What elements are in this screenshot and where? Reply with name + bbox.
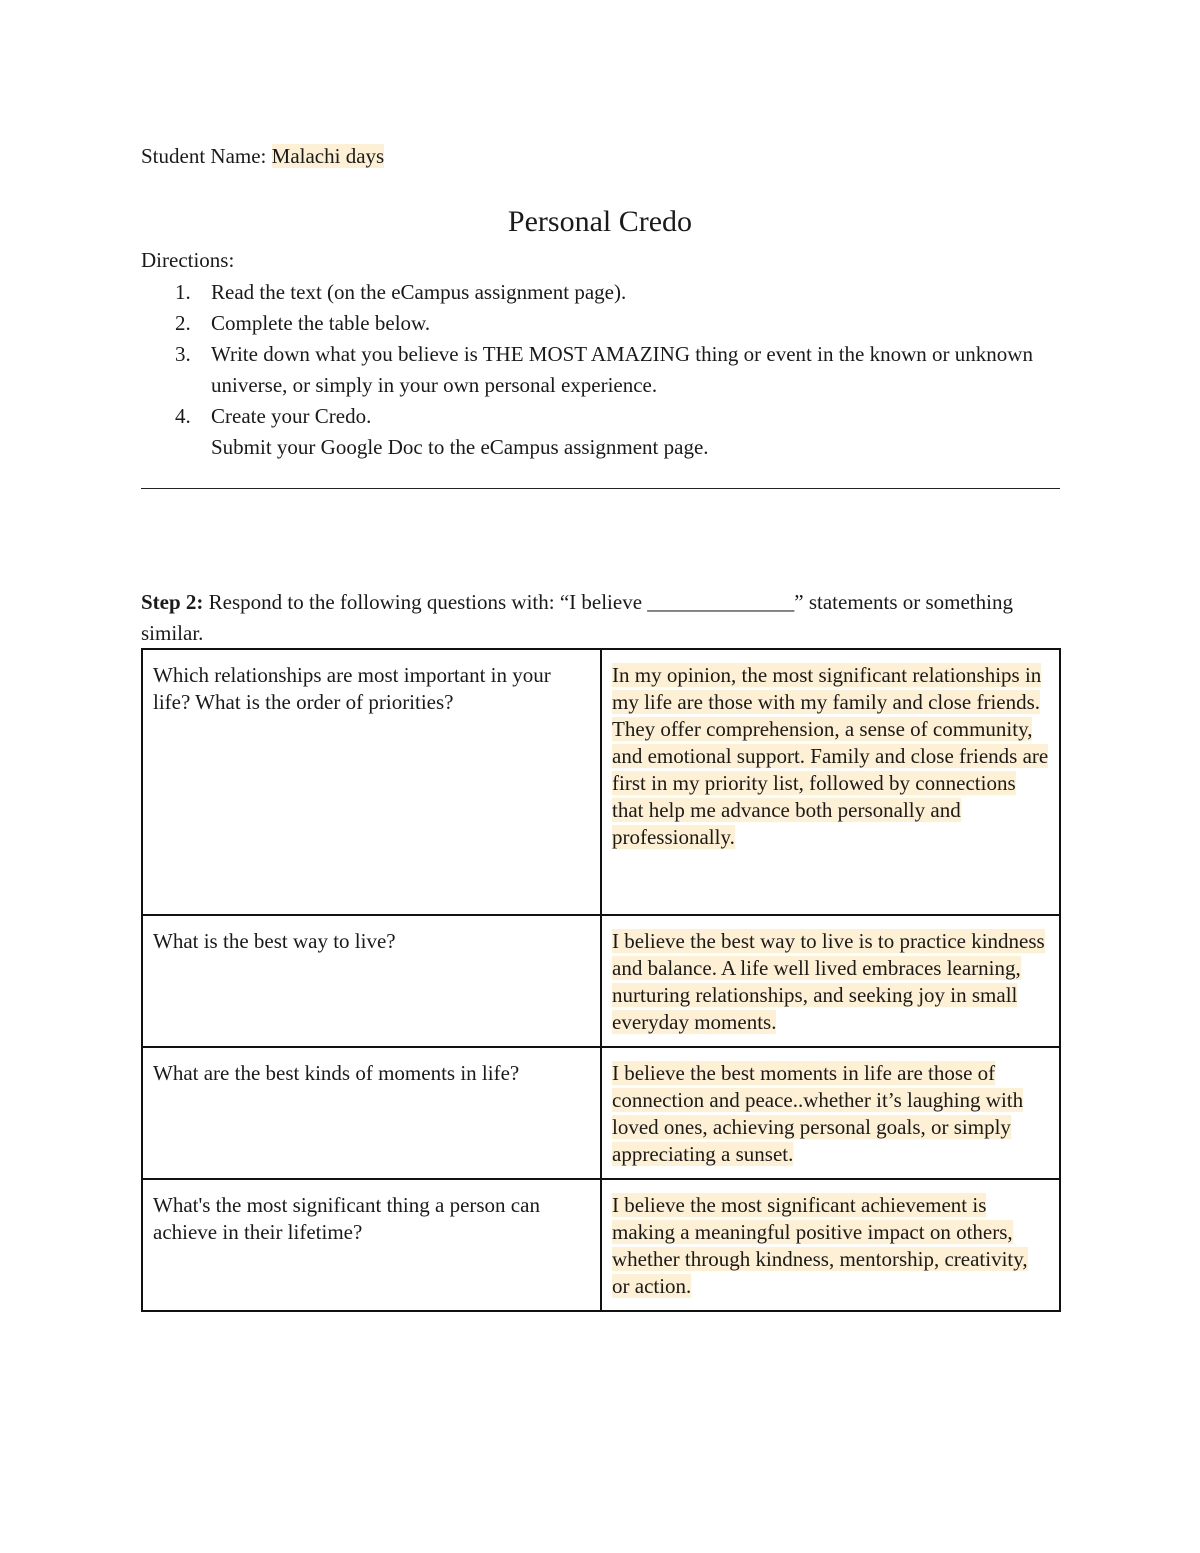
directions-item-number: 4. <box>175 404 191 428</box>
answer-cell[interactable] <box>601 649 1060 915</box>
credo-table <box>141 648 1061 1312</box>
student-name-value: Malachi days <box>271 144 385 168</box>
step-2-label: Step 2: <box>141 590 204 614</box>
directions-item <box>141 432 1061 463</box>
directions-item-number: 1. <box>175 280 191 304</box>
directions-item-number: 2. <box>175 311 191 335</box>
table-row <box>142 649 1060 915</box>
answer-text: I believe the best moments in life are those of connection and peace..whether it’s laughing with loved ones, achieving personal goals, or simply appreciating a sunset. <box>612 1061 1024 1166</box>
directions-item-text: Complete the table below. <box>211 311 431 335</box>
question-text: What are the best kinds of moments in life? <box>153 1061 520 1085</box>
document-title: Personal Credo <box>507 205 693 238</box>
answer-text: In my opinion, the most significant relationships in my life are those with my family and close friends. They offer comprehension, a sense of community, and emotional support. Family and close friends are first in my priority list, followed by connections that help me advance both personally and professionally. <box>612 663 1049 849</box>
question-cell <box>142 915 601 1047</box>
directions-item <box>141 401 1061 432</box>
question-text: What is the best way to live? <box>153 929 396 953</box>
student-name-line <box>141 142 384 170</box>
question-cell <box>142 649 601 915</box>
question-text: Which relationships are most important in your life? What is the order of priorities? <box>153 663 551 714</box>
directions-item-text: Create your Credo. <box>211 404 372 428</box>
table-row <box>142 915 1060 1047</box>
directions-item-text: Submit your Google Doc to the eCampus assignment page. <box>211 435 709 459</box>
directions-item-text: Read the text (on the eCampus assignment page). <box>211 280 627 304</box>
directions-item <box>141 308 1061 339</box>
table-row <box>142 1047 1060 1179</box>
step-2-instruction <box>141 587 1041 649</box>
question-cell <box>142 1047 601 1179</box>
directions-list <box>141 277 1061 463</box>
answer-cell[interactable] <box>601 1179 1060 1311</box>
question-text: What's the most significant thing a person can achieve in their lifetime? <box>153 1193 540 1244</box>
step-2-text: Respond to the following questions with: “I believe ______________” statements or something similar. <box>141 590 1013 645</box>
directions-item-number: 3. <box>175 342 191 366</box>
answer-text: I believe the most significant achievement is making a meaningful positive impact on others, whether through kindness, mentorship, creativity, or action. <box>612 1193 1028 1298</box>
directions-label: Directions: <box>141 248 235 272</box>
directions-item <box>141 277 1061 308</box>
horizontal-divider <box>141 488 1060 489</box>
answer-text: I believe the best way to live is to practice kindness and balance. A life well lived embraces learning, nurturing relationships, and seeking joy in small everyday moments. <box>612 929 1045 1034</box>
student-name-label: Student Name: <box>141 144 272 168</box>
directions-item-text: Write down what you believe is THE MOST AMAZING thing or event in the known or unknown universe, or simply in your own personal experience. <box>211 342 1033 397</box>
question-cell <box>142 1179 601 1311</box>
directions-item <box>141 339 1061 401</box>
answer-cell[interactable] <box>601 915 1060 1047</box>
table-row <box>142 1179 1060 1311</box>
answer-cell[interactable] <box>601 1047 1060 1179</box>
